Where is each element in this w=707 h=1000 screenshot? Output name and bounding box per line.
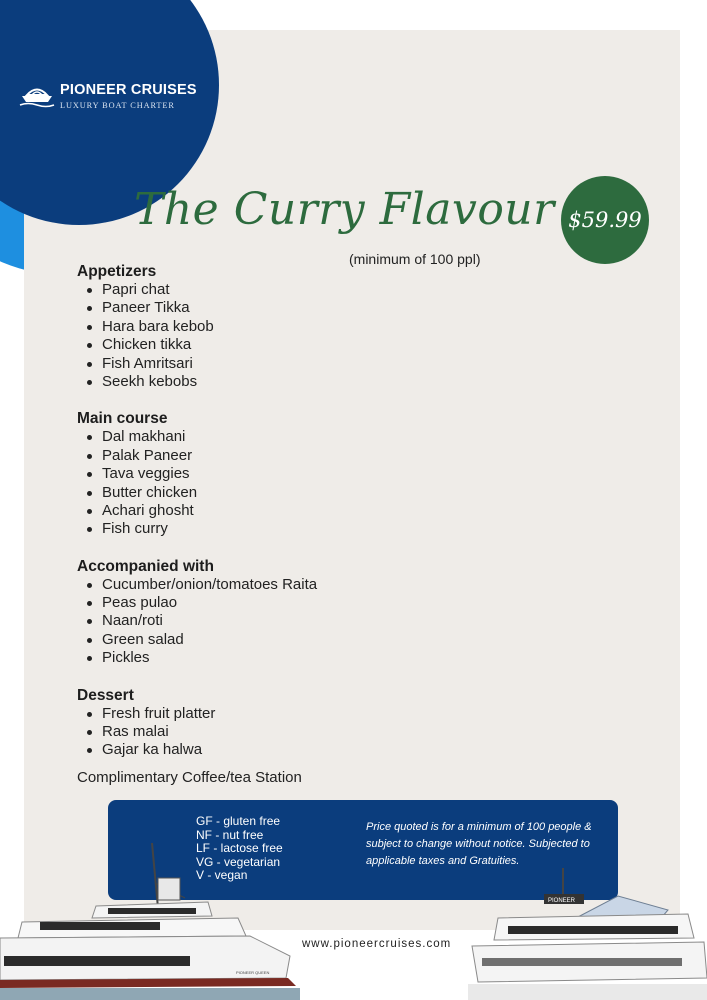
list-item: Achari ghosht [77,502,317,520]
list-item: Seekh kebobs [77,373,317,391]
list-item: Fresh fruit platter [77,705,317,723]
website-url[interactable]: www.pioneercruises.com [302,938,452,950]
section-heading-appetizers: Appetizers [77,263,157,280]
list-item: Chicken tikka [77,336,317,354]
legend-item: NF - nut free [196,827,264,842]
list-item: Fish curry [77,520,317,538]
list-item: Ras malai [77,723,317,741]
boat-hull-label: PIONEER QUEEN [236,970,270,975]
list-item: Tava veggies [77,465,317,483]
legend-item: V - vegan [196,868,248,883]
boat-sign-label: PIONEER [548,898,576,904]
accompanied-list [77,576,317,668]
menu-title: The Curry Flavour [134,184,555,235]
legend-item: VG - vegetarian [196,854,281,869]
list-item: Green salad [77,631,317,649]
section-heading-accompanied: Accompanied with [77,557,214,575]
boat-image-left [0,838,300,1000]
list-item: Butter chicken [77,484,317,502]
list-item: Pickles [77,649,317,667]
dessert-list [77,705,317,760]
list-item: Gajar ka halwa [77,741,317,759]
list-item: Cucumber/onion/tomatoes Raita [77,576,317,594]
legend-item: GF - gluten free [196,814,281,828]
brand-name: PIONEER CRUISES [60,82,197,98]
main-course-list [77,428,317,538]
list-item: Palak Paneer [77,447,317,465]
menu-sections [77,262,317,778]
list-item: Peas pulao [77,594,317,612]
price-badge [561,176,649,264]
price-disclaimer: Price quoted is for a minimum of 100 people & subject to change without notice. Subjected to applicable taxes and Gratuities. [366,821,592,867]
brand-tagline: LUXURY BOAT CHARTER [60,101,175,110]
price-value: $59.99 [568,208,642,232]
list-item: Hara bara kebob [77,318,317,336]
list-item: Papri chat [77,281,317,299]
complimentary-note: Complimentary Coffee/tea Station [77,769,302,786]
appetizers-list [77,281,317,391]
list-item: Paneer Tikka [77,299,317,317]
legend-item: LF - lactose free [196,841,283,856]
minimum-note: (minimum of 100 ppl) [349,251,481,267]
section-heading-main-course: Main course [77,410,168,428]
brand-logo [18,80,197,120]
list-item: Naan/roti [77,612,317,630]
section-heading-dessert: Dessert [77,686,134,704]
list-item: Dal makhani [77,428,317,446]
boat-logo-icon [18,82,56,108]
list-item: Fish Amritsari [77,355,317,373]
boat-image-right [468,868,707,1000]
